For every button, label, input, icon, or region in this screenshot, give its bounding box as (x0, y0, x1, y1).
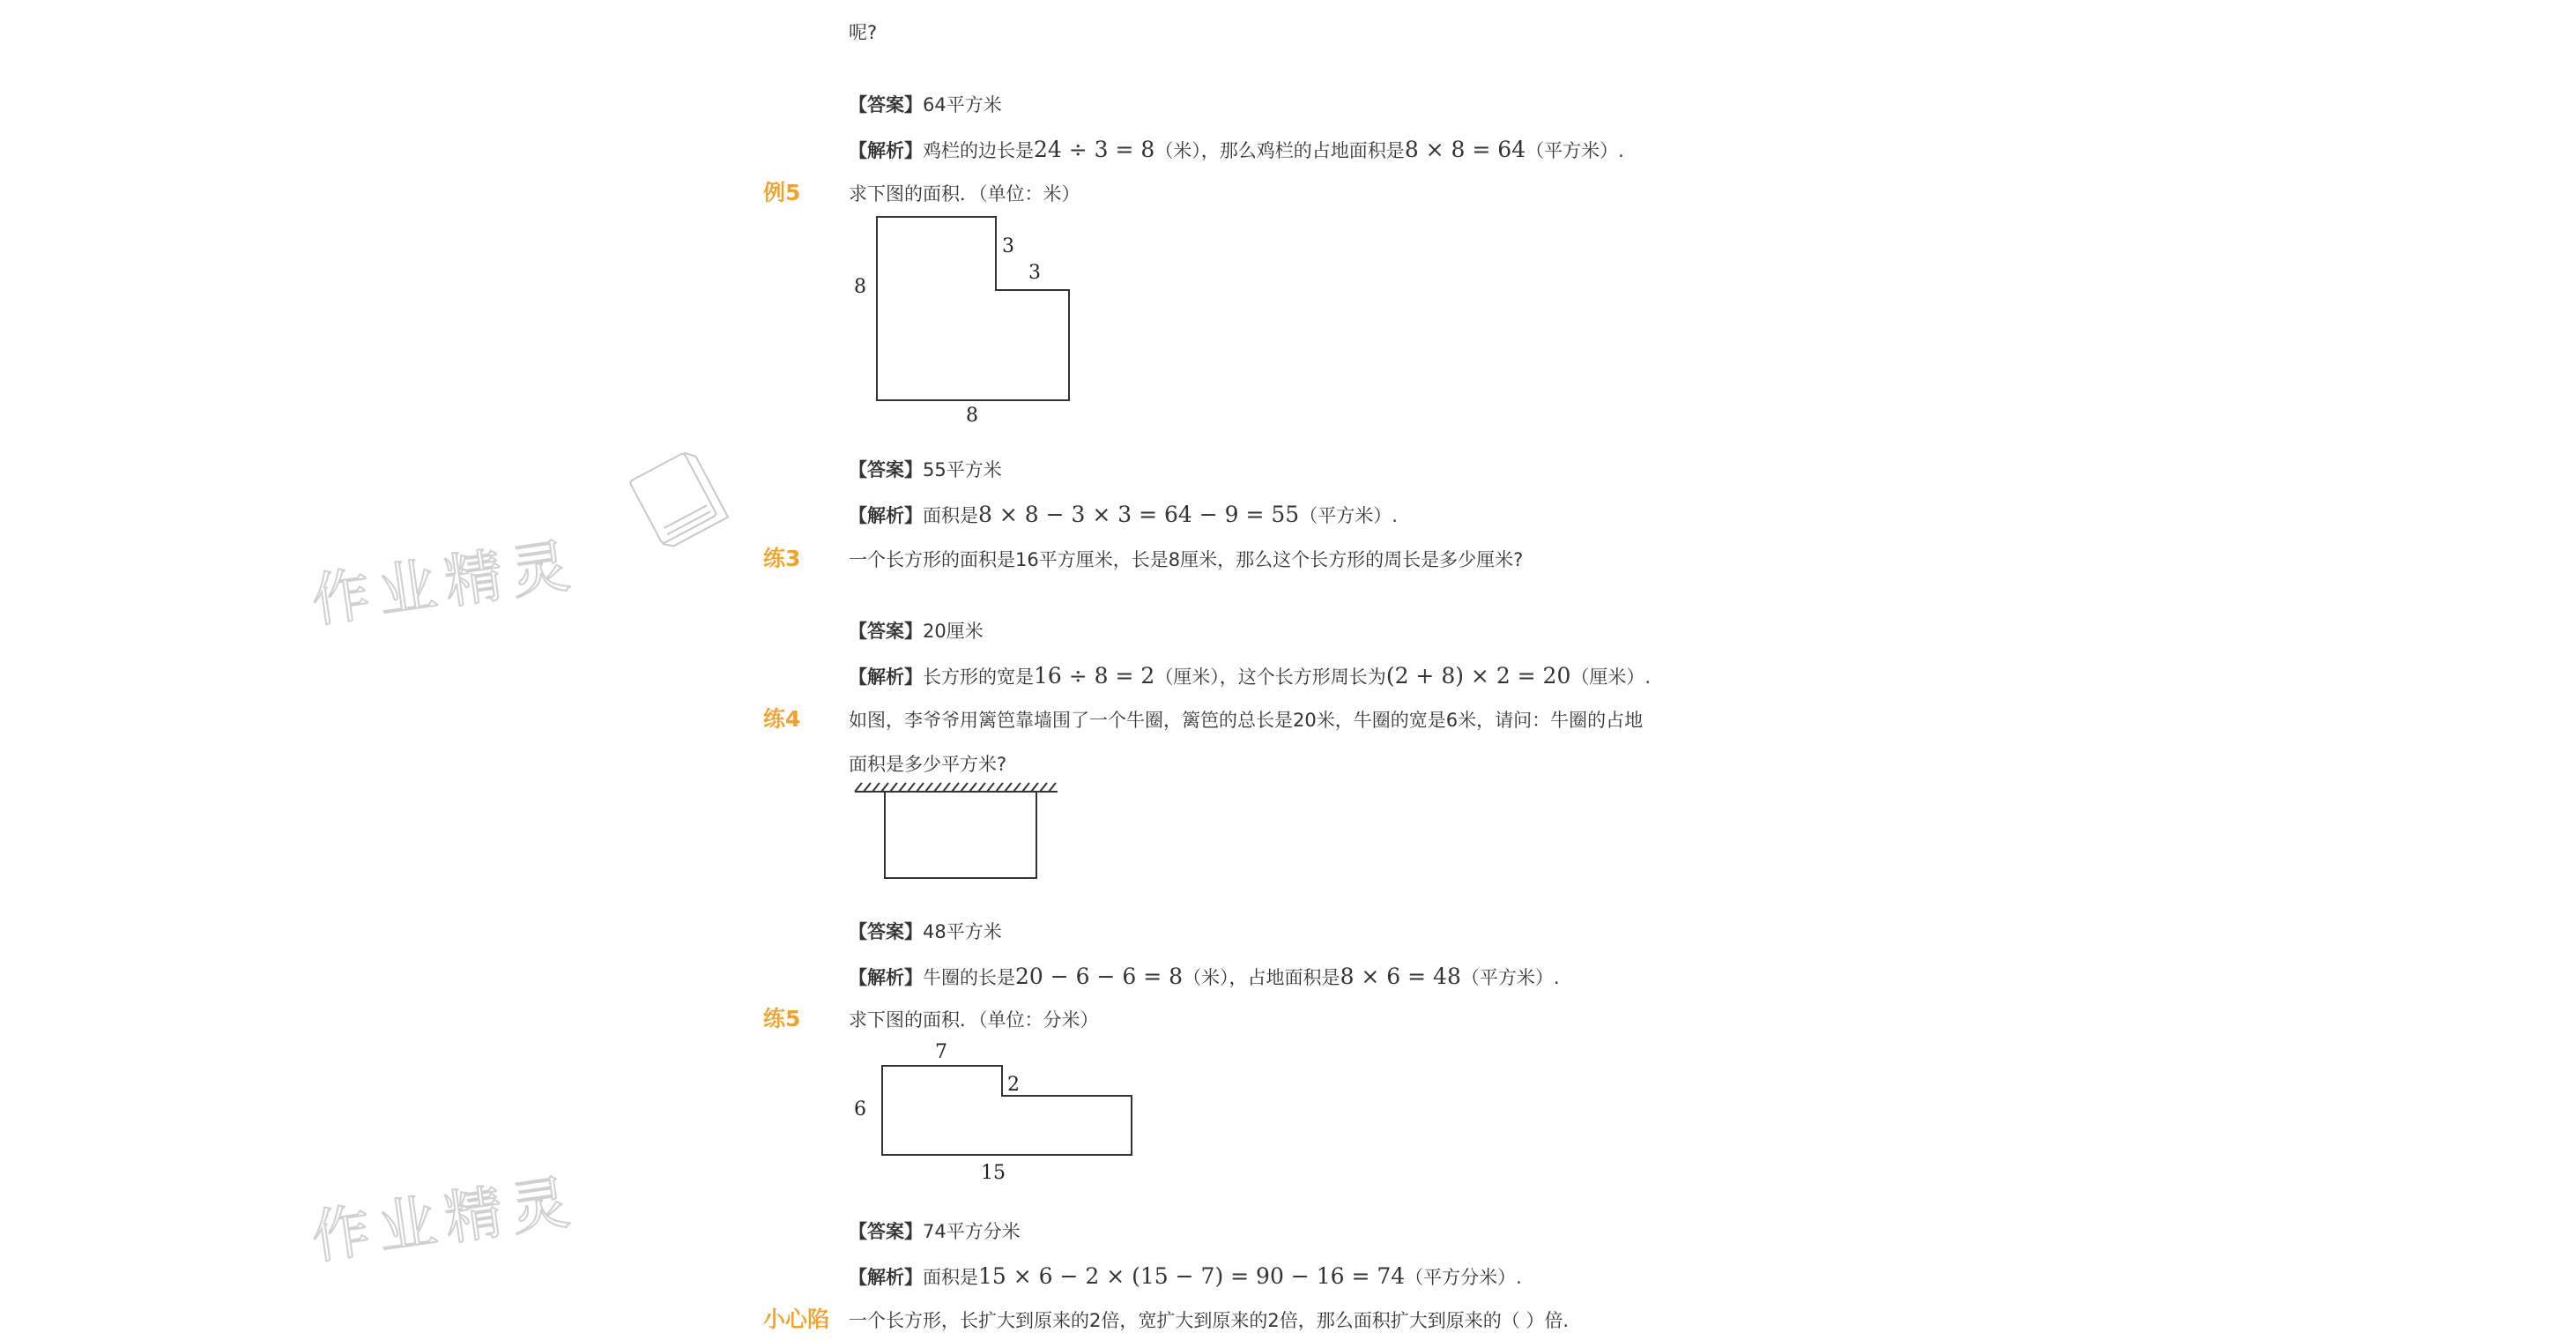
analysis-line (849, 663, 1651, 690)
answer-value: 55平方米 (923, 459, 1002, 480)
text-line (849, 19, 877, 46)
dimension-label: 3 (1002, 235, 1014, 257)
dimension-label: 6 (854, 1098, 866, 1120)
math-expression: 24 ÷ 3 = 8 (1034, 137, 1155, 162)
question-text: 求下图的面积．（单位：米） (849, 183, 1080, 205)
answer-line (849, 1218, 1021, 1245)
analysis-text: （米），那么鸡栏的占地面积是 (1154, 140, 1405, 161)
analysis-text: （平方米）. (1526, 140, 1624, 161)
analysis-text: （平方米）. (1460, 967, 1560, 988)
practice-tag: 练4 (763, 706, 801, 732)
analysis-text: （米），占地面积是 (1183, 967, 1340, 988)
example-tag: 例5 (763, 180, 801, 205)
watermark-text: 作业精灵 (307, 531, 583, 636)
answer-value: 48平方米 (923, 921, 1002, 942)
analysis-label: 【解析】 (849, 140, 923, 161)
math-expression: 20 − 6 − 6 = 8 (1015, 964, 1184, 989)
dimension-label: 3 (1028, 262, 1041, 284)
answer-label: 【答案】 (849, 1221, 923, 1242)
math-expression: (2 + 8) × 2 = 20 (1385, 663, 1571, 689)
question-text: 求下图的面积．（单位：分米） (849, 1009, 1099, 1031)
analysis-label: 【解析】 (849, 666, 923, 688)
analysis-text: （平方米）. (1299, 505, 1398, 526)
analysis-text: 面积是 (923, 505, 978, 526)
question-text: 面积是多少平方米? (849, 754, 1007, 775)
answer-line (849, 618, 984, 644)
answer-line (849, 919, 1002, 945)
answer-value: 64平方米 (923, 94, 1002, 115)
question-line (849, 707, 1643, 733)
analysis-text: 鸡栏的边长是 (923, 140, 1034, 161)
analysis-text: （厘米）. (1570, 666, 1652, 688)
answer-value: 20厘米 (923, 621, 984, 642)
dimension-label: 8 (966, 405, 978, 427)
math-expression: 8 × 8 − 3 × 3 = 64 − 9 = 55 (978, 502, 1300, 527)
pen-against-wall-figure (846, 776, 1066, 886)
practice-tag: 练5 (763, 1006, 801, 1031)
answer-line (849, 457, 1002, 483)
analysis-label: 【解析】 (849, 1267, 923, 1288)
question-line (849, 547, 1523, 573)
dimension-label: 2 (1007, 1074, 1020, 1096)
analysis-text: 长方形的宽是 (923, 666, 1034, 688)
watermark-text: 作业精灵 (307, 1167, 583, 1272)
analysis-line (849, 1263, 1522, 1291)
text-fragment: 呢? (849, 22, 878, 43)
answer-line (849, 92, 1002, 118)
dimension-label: 15 (981, 1162, 1006, 1184)
analysis-text: （平方分米）. (1405, 1267, 1522, 1288)
practice-tag: 练3 (763, 546, 801, 571)
question-text: 一个长方形，长扩大到原来的2倍，宽扩大到原来的2倍，那么面积扩大到原来的（ ）倍. (849, 1310, 1570, 1331)
dimension-label: 8 (854, 276, 866, 298)
analysis-label: 【解析】 (849, 967, 923, 988)
answer-label: 【答案】 (849, 621, 923, 642)
math-expression: 8 × 6 = 48 (1340, 964, 1461, 989)
question-line (849, 751, 1006, 778)
question-line (849, 1307, 1569, 1334)
analysis-line (849, 502, 1398, 529)
analysis-line (849, 137, 1624, 164)
answer-label: 【答案】 (849, 94, 923, 115)
question-line (849, 181, 1080, 207)
watermark-stamp-icon (617, 432, 749, 564)
math-expression: 15 × 6 − 2 × (15 − 7) = 90 − 16 = 74 (978, 1263, 1406, 1289)
answer-label: 【答案】 (849, 921, 923, 942)
l-shape-figure (842, 212, 1088, 428)
analysis-label: 【解析】 (849, 505, 923, 526)
question-text: 如图，李爷爷用篱笆靠墙围了一个牛圈，篱笆的总长是20米，牛圈的宽是6米，请问：牛圈的占地 (849, 710, 1644, 731)
math-expression: 8 × 8 = 64 (1404, 137, 1526, 162)
analysis-text: 面积是 (923, 1267, 978, 1288)
step-shape-figure (842, 1036, 1141, 1186)
dimension-label: 7 (935, 1041, 947, 1063)
question-line (849, 1007, 1099, 1033)
analysis-text: （厘米），这个长方形周长为 (1154, 666, 1386, 688)
answer-label: 【答案】 (849, 459, 923, 480)
question-text: 一个长方形的面积是16平方厘米，长是8厘米，那么这个长方形的周长是多少厘米? (849, 549, 1524, 570)
analysis-line (849, 964, 1560, 991)
analysis-text: 牛圈的长是 (923, 967, 1015, 988)
math-expression: 16 ÷ 8 = 2 (1034, 663, 1155, 689)
trap-tag: 小心陷 (763, 1306, 830, 1332)
answer-value: 74平方分米 (923, 1221, 1021, 1242)
